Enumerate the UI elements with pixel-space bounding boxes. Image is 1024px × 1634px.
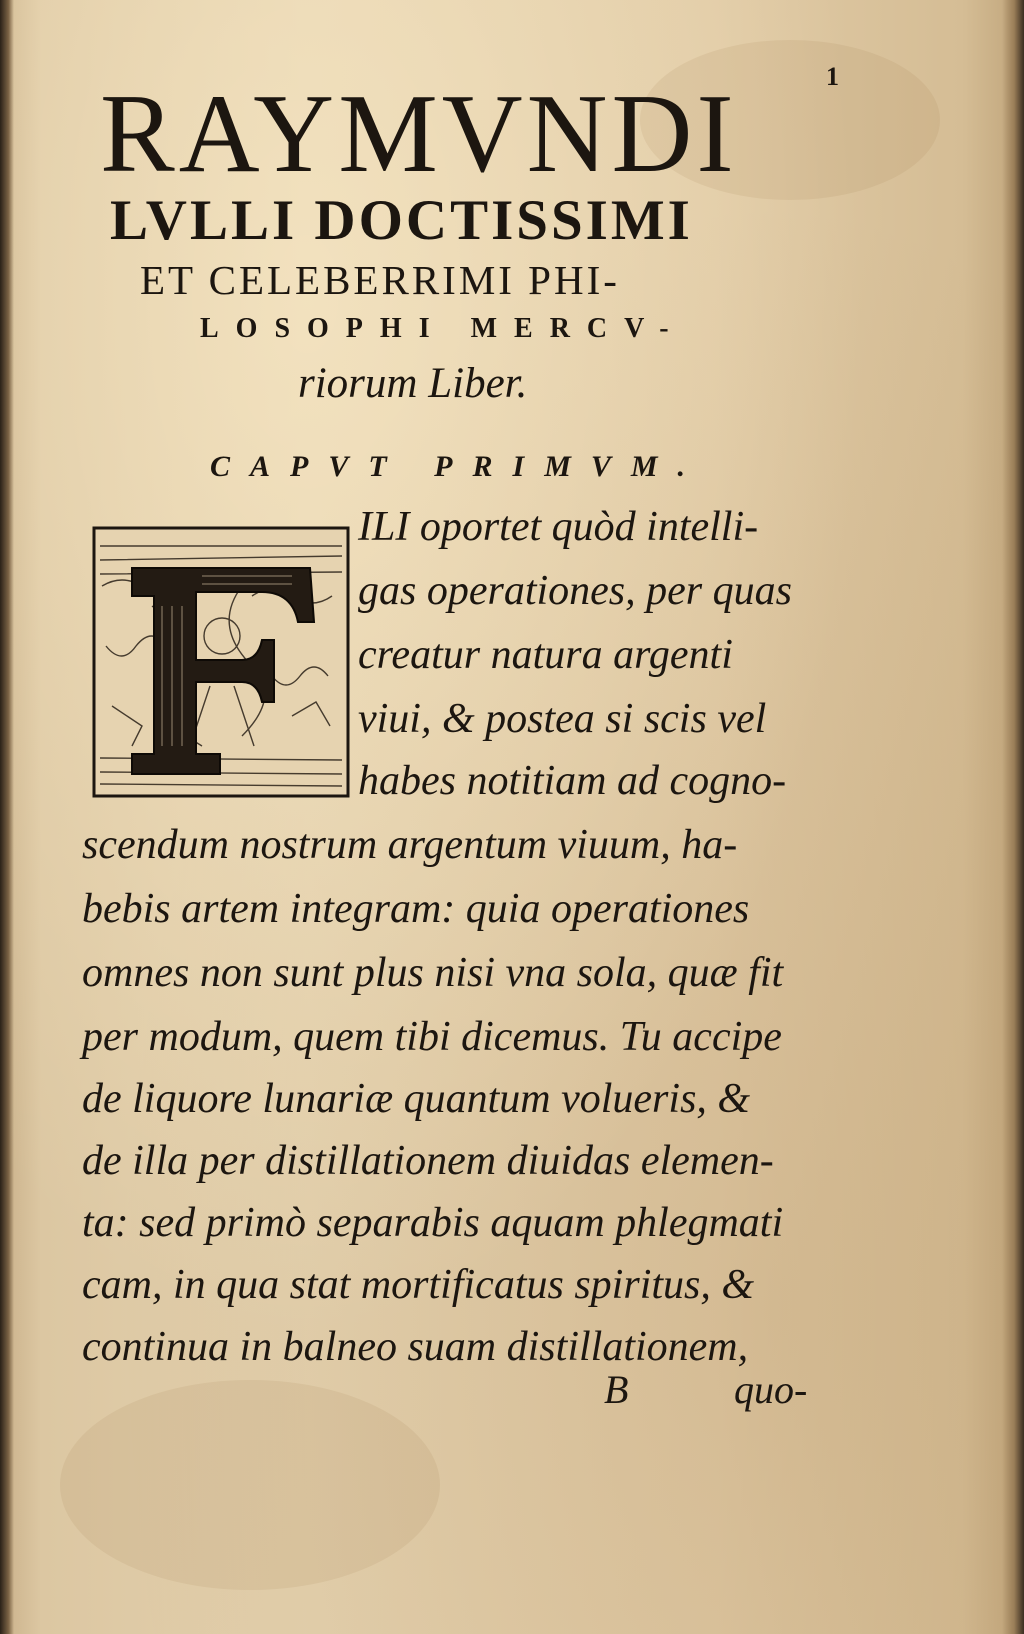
body-line: ta: sed primò separabis aquam phlegmati — [82, 1200, 784, 1246]
paper-stain — [60, 1380, 440, 1590]
body-line: creatur natura argenti — [358, 632, 733, 678]
body-line: scendum nostrum argentum viuum, ha- — [82, 822, 738, 868]
page-gutter-edge — [0, 0, 14, 1634]
body-line: de illa per distillationem diuidas elemen- — [82, 1138, 774, 1184]
body-line: cam, in qua stat mortificatus spiritus, & — [82, 1262, 755, 1308]
title-line-5: riorum Liber. — [298, 360, 528, 407]
body-line: gas operationes, per quas — [358, 568, 792, 614]
body-line: bebis artem integram: quia operationes — [82, 886, 750, 932]
body-line: habes notitiam ad cogno- — [358, 758, 787, 804]
body-line: viui, & postea si scis vel — [358, 696, 767, 742]
body-line: de liquore lunariæ quantum volueris, & — [82, 1076, 751, 1122]
page-fore-edge — [1002, 0, 1024, 1634]
title-line-3: ET CELEBERRIMI PHI- — [140, 257, 620, 303]
title-line-1: RAYMVNDI — [100, 72, 738, 196]
woodcut-initial-letter — [92, 526, 350, 798]
catchword: quo- — [734, 1367, 808, 1412]
body-line: per modum, quem tibi dicemus. Tu accipe — [82, 1014, 782, 1060]
signature-mark: B — [604, 1367, 629, 1412]
body-line: continua in balneo suam distillationem, — [82, 1324, 749, 1370]
chapter-heading: CAPVT PRIMVM. — [210, 450, 706, 483]
body-line: ILI oportet quòd intelli- — [358, 504, 759, 550]
folio-number: 1 — [826, 62, 839, 91]
body-line: omnes non sunt plus nisi vna sola, quæ fit — [82, 950, 784, 996]
title-line-2: LVLLI DOCTISSIMI — [110, 189, 693, 252]
title-line-4: LOSOPHI MERCV- — [200, 313, 686, 344]
